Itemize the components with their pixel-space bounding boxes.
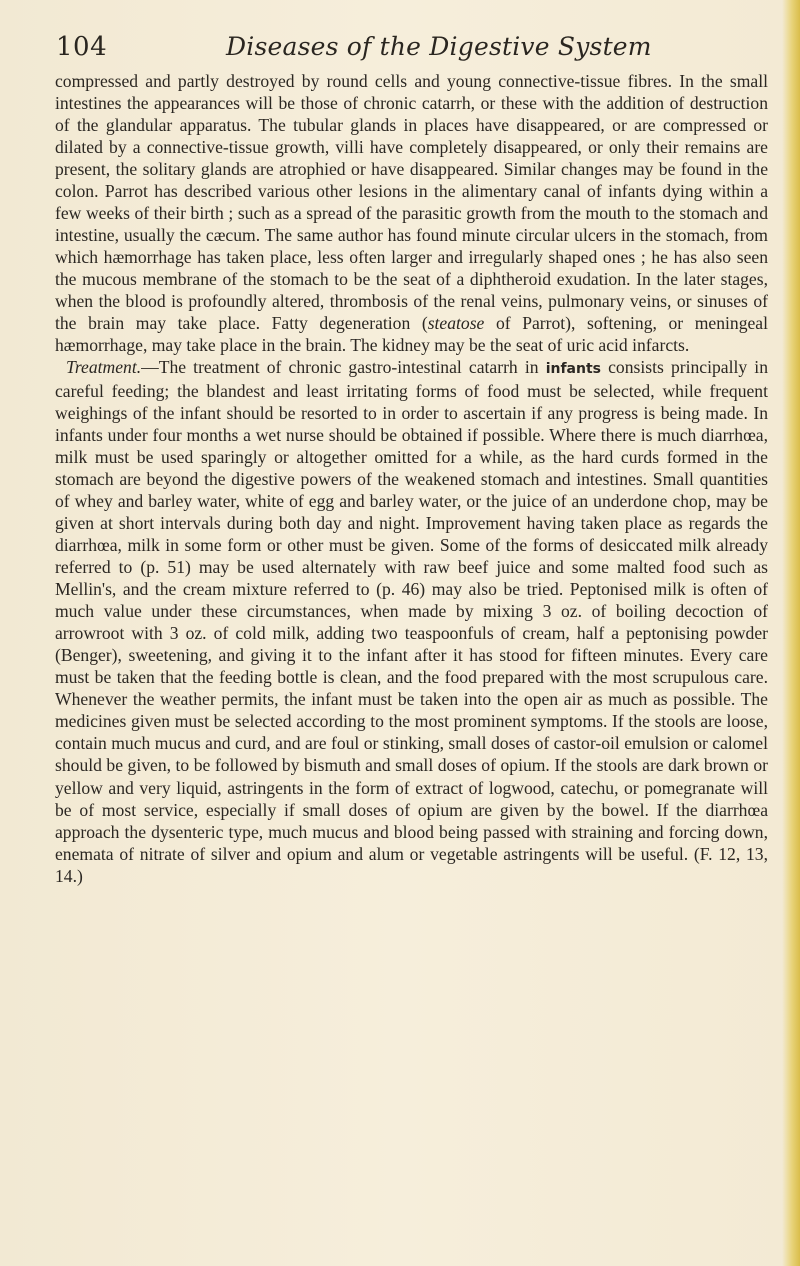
paragraph-treatment — [55, 356, 768, 886]
page-number: 104 — [56, 32, 108, 62]
steatose-term: steatose — [427, 313, 485, 334]
treatment-intro: The treatment of chronic gastro-intestinal catarrh in — [158, 357, 546, 378]
body-text — [55, 70, 768, 887]
paragraph-pathology-text: compressed and partly destroyed by round cells and young connective-tissue fibres. In the small intestines the appearances will be those of chronic catarrh, or these with the addition of destruction of the glandular apparatus. The tubular glands in places have disappeared, or are compressed or dilated by a connective-tissue growth, villi have completely disappeared, or only their remains are present, the solitary glands are atrophied or have disappeared. Similar changes may be found in the colon. Parrot has described various other lesions in the alimentary canal of infants dying within a few weeks of their birth ; such as a spread of the parasitic growth from the mouth to the stomach and intestine, usually the cæcum. The same author has found minute circular ulcers in the stomach, from which hæmorrhage has taken place, less often larger and irregularly shaped ones ; he has also seen the mucous membrane of the stomach to be the seat of a diphtheroid exudation. In the later stages, when the blood is profoundly altered, thrombosis of the renal veins, pulmonary veins, or sinuses of the brain may take place. Fatty degeneration ( — [55, 71, 768, 334]
infants-bold-word: infants — [545, 361, 601, 378]
treatment-text: consists principally in careful feeding; the blandest and least irritating forms of food must be selected, while frequent weighings of the infant should be resorted to in order to ascertain if any progress is being made. In infants under four months a wet nurse should be obtained if possible. Where there is much diarrhœa, milk must be used sparingly or altogether omitted for a while, as the hard curds formed in the stomach are beyond the digestive powers of the weakened stomach and intestines. Small quantities of whey and barley water, white of egg and barley water, or the juice of an underdone chop, may be given at short intervals during both day and night. Improvement having taken place as regards the diarrhœa, milk in some form or other must be given. Some of the forms of desiccated milk already referred to (p. 51) may be used alternately with raw beef juice and some malted food such as Mellin's, and the cream mixture referred to (p. 46) may also be tried. Peptonised milk is often of much value under these circumstances, when made by mixing 3 oz. of boiling decoction of arrowroot with 3 oz. of cold milk, adding two teaspoonfuls of cream, half a peptonising powder (Benger), sweetening, and giving it to the infant after it has stood for fifteen minutes. Every care must be taken that the feeding bottle is clean, and the food prepared with the most scrupulous care. Whenever the weather permits, the infant must be taken into the open air as much as possible. The medicines given must be selected according to the most prominent symptoms. If the stools are loose, contain much mucus and curd, and are foul or stinking, small doses of castor-oil emulsion or calomel should be given, to be followed by bismuth and small doses of opium. If the stools are dark brown or yellow and very liquid, astringents in the form of extract of logwood, catechu, or pomegranate will be of most service, especially if small doses of opium are given by the bowel. If the diarrhœa approach the dysenteric type, much mucus and blood being passed with straining and forcing down, enemata of nitrate of silver and opium and alum or vegetable astringents will be useful. (F. 12, 13, 14.) — [55, 357, 768, 886]
treatment-dash: — — [141, 357, 159, 378]
treatment-heading: Treatment. — [66, 357, 142, 378]
page-header — [56, 28, 756, 68]
paragraph-pathology — [55, 70, 768, 356]
running-title: Diseases of the Digestive System — [226, 32, 652, 61]
paragraph-pathology-end: of Parrot), softening, or meningeal hæmorrhage, may take place in the brain. The kidney may be the seat of uric acid infarcts. — [55, 313, 768, 356]
page-edge-stain — [782, 0, 800, 1266]
